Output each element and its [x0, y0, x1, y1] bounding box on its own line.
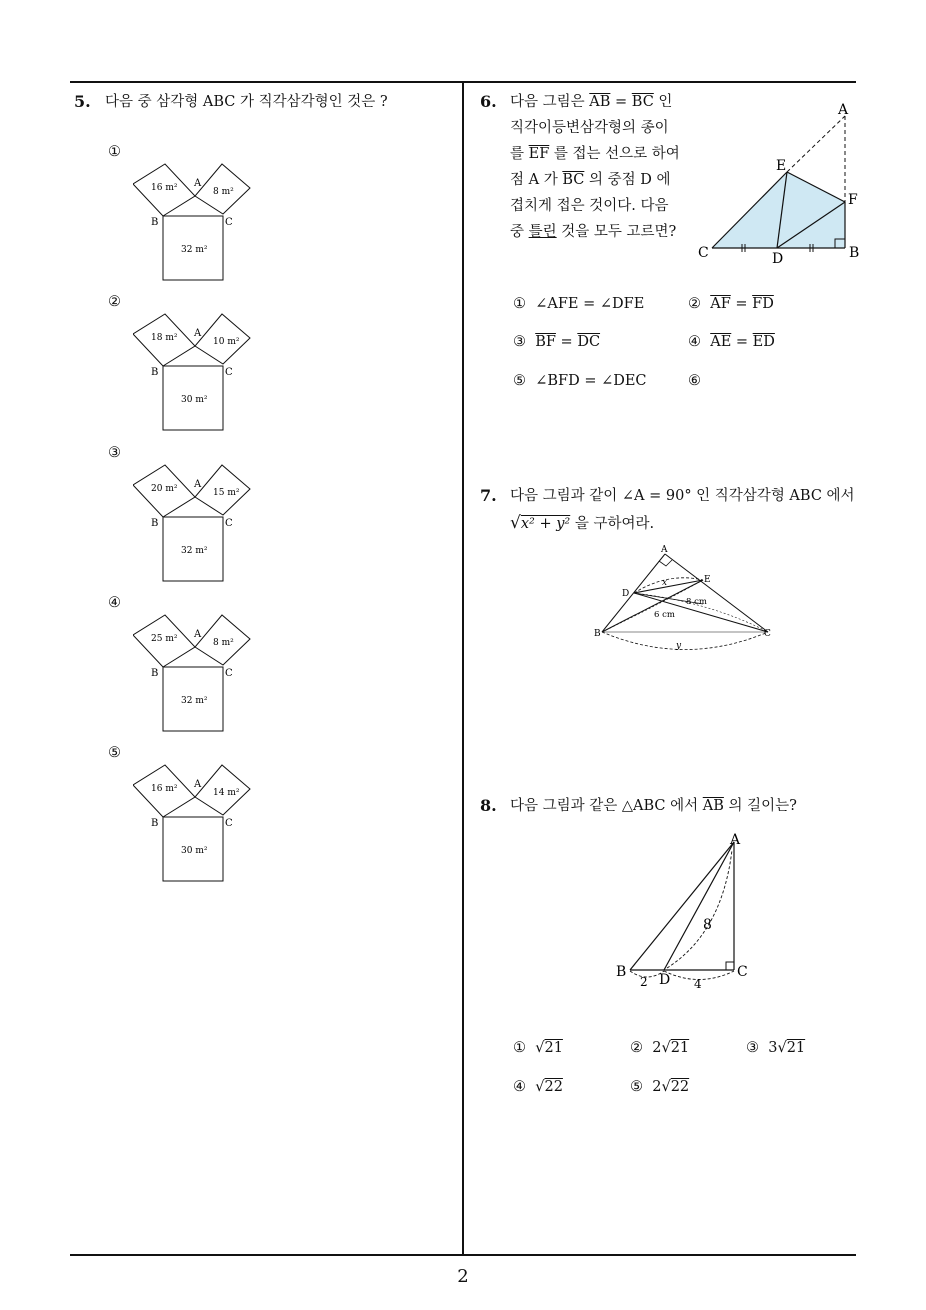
- q5-label-a: A: [194, 479, 202, 490]
- segment-bc-2: $\overline{BC}$: [562, 172, 585, 188]
- q5-option-1-figure: [133, 156, 258, 284]
- q8-text-tail: 의 길이는?: [723, 798, 797, 814]
- q8-option-coef: 2: [652, 1079, 662, 1095]
- q5-number: 5.: [74, 92, 91, 111]
- q6-option-2-mark: ②: [688, 296, 701, 312]
- q5-label-b: B: [151, 217, 159, 228]
- q5-label-a: A: [194, 178, 202, 189]
- segment-ab: $\overline{AB}$: [589, 94, 611, 110]
- q5-option-1-mark[interactable]: ①: [108, 144, 121, 160]
- q8-text: [510, 793, 797, 819]
- q8-option-radicand: 22: [670, 1079, 690, 1095]
- q5-left-area: 20 m²: [151, 484, 178, 494]
- q8-text-a: 다음 그림과 같은 △ABC 에서: [510, 798, 703, 814]
- spacer: [526, 1040, 535, 1056]
- q5-option-4-mark[interactable]: ④: [108, 595, 121, 611]
- q6-option-1[interactable]: [513, 296, 644, 312]
- q8-option-4[interactable]: [513, 1079, 563, 1095]
- q6-line2: 직각이등변삼각형의 종이: [510, 120, 669, 136]
- q6-line1-b: 인: [653, 94, 673, 110]
- q5-right-area: 8 m²: [213, 638, 234, 648]
- q6-option-4-left: $\overline{AE}$: [710, 334, 732, 350]
- q7-label-d: D: [622, 589, 630, 599]
- q5-right-area: 8 m²: [213, 187, 234, 197]
- q6-option-6-mark: ⑥: [688, 373, 701, 389]
- q8-option-5[interactable]: [630, 1079, 689, 1095]
- q6-option-1-mark: ①: [513, 296, 526, 312]
- q7-sqrt-expr: x² + y²: [520, 516, 571, 532]
- q7-label-8cm: 8 cm: [686, 597, 707, 607]
- q6-option-4[interactable]: [688, 334, 775, 350]
- q7-line2: [510, 510, 654, 537]
- q6-option-5-text: ∠BFD = ∠DEC: [535, 373, 647, 389]
- q7-label-c: C: [764, 629, 771, 639]
- q8-label-bd: 2: [640, 975, 648, 989]
- q7-label-b: B: [594, 629, 601, 639]
- spacer: [759, 1040, 768, 1056]
- column-divider: [462, 81, 464, 1255]
- q6-option-5-mark: ⑤: [513, 373, 526, 389]
- q8-number: 8.: [480, 796, 497, 815]
- q7-label-a: A: [661, 545, 668, 555]
- q5-right-area: 10 m²: [213, 337, 240, 347]
- q5-right-area: 14 m²: [213, 788, 240, 798]
- q8-option-radicand: 22: [544, 1079, 563, 1095]
- q8-option-mark: ④: [513, 1079, 526, 1095]
- q8-label-ad: 8: [703, 917, 712, 933]
- spacer: [643, 1079, 652, 1095]
- q7-number: 7.: [480, 486, 497, 505]
- q8-option-radicand: 21: [786, 1040, 806, 1056]
- q5-label-b: B: [151, 818, 159, 829]
- q5-label-b: B: [151, 518, 159, 529]
- q5-left-area: 18 m²: [151, 333, 178, 343]
- q5-option-5-figure: [133, 757, 258, 885]
- q7-label-6cm: 6 cm: [654, 610, 675, 620]
- q5-option-3-figure: [133, 457, 258, 585]
- q6-option-4-right: $\overline{ED}$: [752, 334, 775, 350]
- q8-option-mark: ③: [746, 1040, 759, 1056]
- q6-option-2-right: $\overline{FD}$: [752, 296, 774, 312]
- q5-left-area: 16 m²: [151, 183, 178, 193]
- q5-bottom-area: 32 m²: [181, 245, 208, 255]
- q5-label-c: C: [225, 367, 233, 378]
- q6-option-2[interactable]: [688, 296, 774, 312]
- q5-text: 다음 중 삼각형 ABC 가 직각삼각형인 것은 ?: [105, 94, 388, 110]
- q6-option-3-right: $\overline{DC}$: [577, 334, 601, 350]
- q7-line2-tail: 을 구하여라.: [570, 516, 655, 532]
- q6-option-1-text: ∠AFE = ∠DFE: [535, 296, 645, 312]
- q5-option-2-figure: [133, 306, 258, 434]
- q7-label-x: x: [662, 578, 668, 588]
- q7-label-e: E: [704, 575, 711, 585]
- q5-option-2-mark[interactable]: ②: [108, 294, 121, 310]
- q8-label-a: A: [730, 832, 741, 848]
- q5-label-c: C: [225, 668, 233, 679]
- q6-underlined-word: 틀린: [528, 224, 557, 240]
- q6-option-2-eq: =: [730, 296, 753, 312]
- q6-option-4-mark: ④: [688, 334, 701, 350]
- segment-ef: $\overline{EF}$: [528, 146, 550, 162]
- q8-option-3[interactable]: [746, 1040, 805, 1056]
- page-number: 2: [457, 1266, 469, 1287]
- q8-figure: [612, 828, 762, 998]
- q7-figure: [590, 542, 780, 654]
- q8-label-b: B: [616, 964, 627, 980]
- q6-label-e: E: [776, 158, 787, 174]
- q6-text: [510, 89, 680, 245]
- q5-label-c: C: [225, 818, 233, 829]
- q6-label-d: D: [772, 251, 784, 266]
- q5-bottom-area: 32 m²: [181, 696, 208, 706]
- q5-left-area: 16 m²: [151, 784, 178, 794]
- q6-line6-b: 것을 모두 고르면?: [556, 224, 677, 240]
- segment-ab-q8: $\overline{AB}$: [702, 798, 724, 814]
- sqrt-icon: √: [510, 513, 521, 533]
- q6-line4-b: 의 중점 D 에: [584, 172, 671, 188]
- q8-option-coef: 2: [652, 1040, 662, 1056]
- q5-option-5-mark[interactable]: ⑤: [108, 745, 121, 761]
- sqrt-icon: √: [661, 1079, 671, 1095]
- q5-label-a: A: [194, 629, 202, 640]
- q6-line6-a: 중: [510, 224, 529, 240]
- q5-label-b: B: [151, 367, 159, 378]
- spacer: [643, 1040, 652, 1056]
- q6-line3: [510, 141, 680, 167]
- q6-option-5[interactable]: [513, 373, 647, 389]
- q6-label-c: C: [698, 245, 709, 261]
- sqrt-icon: √: [535, 1079, 545, 1095]
- q6-line5: 겹치게 접은 것이다. 다음: [510, 198, 669, 214]
- q6-line3-a: 를: [510, 146, 529, 162]
- q6-option-4-eq: =: [731, 334, 753, 350]
- q5-bottom-area: 32 m²: [181, 546, 208, 556]
- q6-option-3[interactable]: [513, 334, 600, 350]
- q6-option-3-left: $\overline{BF}$: [535, 334, 556, 350]
- q6-line1-a: 다음 그림은: [510, 94, 590, 110]
- q5-label-c: C: [225, 217, 233, 228]
- q5-right-area: 15 m²: [213, 488, 240, 498]
- q6-label-a: A: [838, 102, 849, 118]
- q6-label-f: F: [848, 192, 858, 208]
- q8-option-2[interactable]: [630, 1040, 689, 1056]
- q6-option-6[interactable]: [688, 373, 701, 389]
- q5-label-b: B: [151, 668, 159, 679]
- q8-option-mark: ⑤: [630, 1079, 643, 1095]
- q8-option-radicand: 21: [670, 1040, 690, 1056]
- q6-line1: [510, 89, 680, 115]
- q6-option-3-mark: ③: [513, 334, 526, 350]
- q5-label-c: C: [225, 518, 233, 529]
- q6-line6: [510, 219, 680, 245]
- q6-line4-a: 점 A 가: [510, 172, 563, 188]
- q8-option-radicand: 21: [544, 1040, 563, 1056]
- q5-label-a: A: [194, 328, 202, 339]
- q6-option-2-left: $\overline{AF}$: [710, 296, 731, 312]
- q5-bottom-area: 30 m²: [181, 846, 208, 856]
- q8-option-coef: 3: [768, 1040, 778, 1056]
- q5-label-a: A: [194, 779, 202, 790]
- q6-line3-b: 를 접는 선으로 하여: [549, 146, 680, 162]
- q6-label-b: B: [849, 245, 860, 261]
- q8-label-dc: 4: [694, 977, 702, 991]
- q8-label-c: C: [737, 964, 748, 980]
- q5-left-area: 25 m²: [151, 634, 178, 644]
- q5-option-3-mark[interactable]: ③: [108, 445, 121, 461]
- q5-option-4-figure: [133, 607, 258, 735]
- q6-number: 6.: [480, 92, 497, 111]
- q8-label-d: D: [659, 972, 671, 988]
- q8-option-mark: ①: [513, 1040, 526, 1056]
- q8-option-1[interactable]: [513, 1040, 563, 1056]
- segment-bc: $\overline{BC}$: [631, 94, 654, 110]
- sqrt-icon: √: [535, 1040, 545, 1056]
- q8-option-mark: ②: [630, 1040, 643, 1056]
- q6-option-3-eq: =: [555, 334, 578, 350]
- q7-label-y: y: [676, 641, 682, 651]
- spacer: [526, 1079, 535, 1095]
- q6-eq: =: [610, 94, 632, 110]
- sqrt-icon: √: [777, 1040, 787, 1056]
- sqrt-icon: √: [661, 1040, 671, 1056]
- q7-line1: 다음 그림과 같이 ∠A = 90° 인 직각삼각형 ABC 에서: [510, 488, 855, 504]
- q5-bottom-area: 30 m²: [181, 395, 208, 405]
- q6-figure: [690, 98, 865, 266]
- q6-line4: [510, 167, 680, 193]
